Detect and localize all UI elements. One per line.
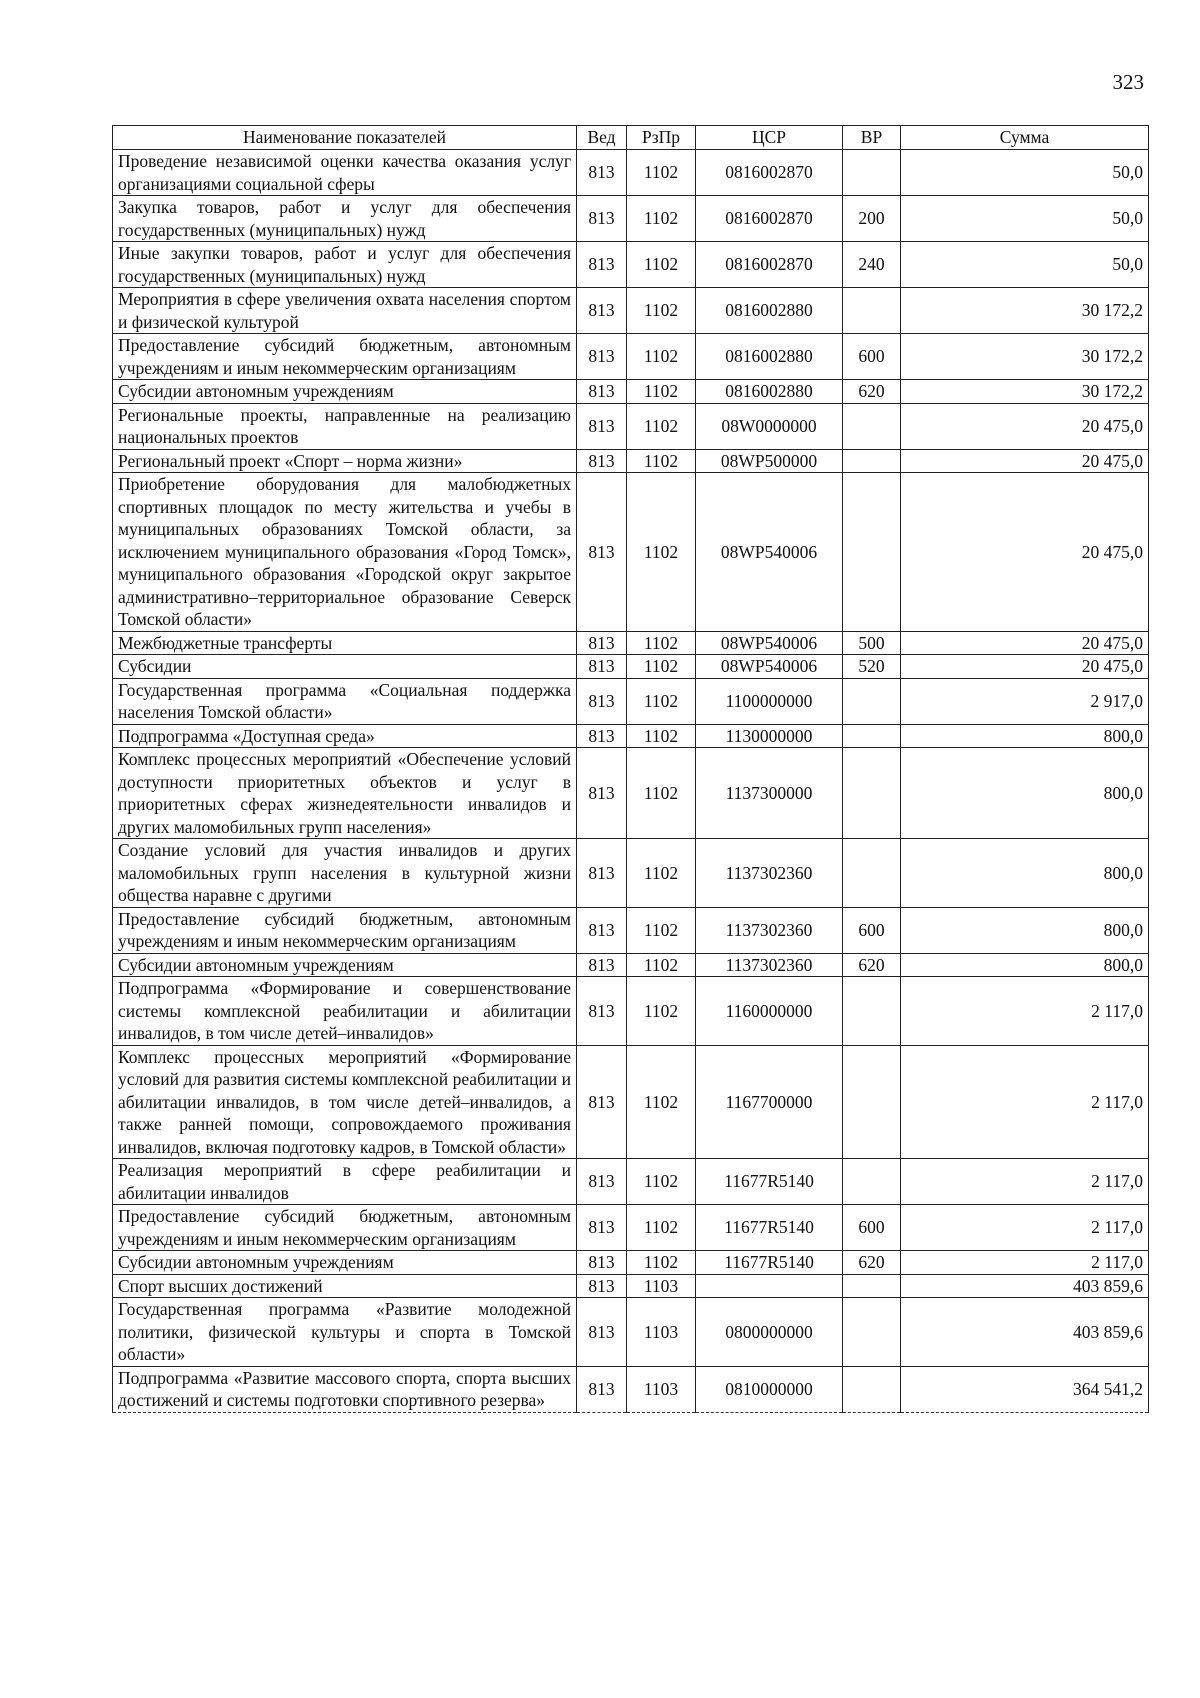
cell-csr [696,1274,843,1298]
cell-rzpr: 1102 [627,242,696,288]
cell-ved: 813 [577,380,627,404]
cell-csr: 0816002880 [696,380,843,404]
cell-csr: 1130000000 [696,724,843,748]
cell-sum: 20 475,0 [901,473,1149,632]
cell-ved: 813 [577,1298,627,1367]
cell-csr: 0810000000 [696,1366,843,1412]
cell-csr: 0816002870 [696,196,843,242]
cell-name: Межбюджетные трансферты [113,631,577,655]
cell-vr [843,748,901,839]
cell-ved: 813 [577,288,627,334]
cell-vr [843,1045,901,1159]
cell-vr [843,724,901,748]
cell-ved: 813 [577,839,627,908]
table-row [113,655,1149,679]
cell-ved: 813 [577,748,627,839]
cell-name: Региональные проекты, направленные на реализацию национальных проектов [113,403,577,449]
cell-vr: 200 [843,196,901,242]
cell-csr: 1137302360 [696,839,843,908]
cell-vr [843,977,901,1046]
cell-vr [843,473,901,632]
cell-csr: 1160000000 [696,977,843,1046]
cell-ved: 813 [577,334,627,380]
header-name: Наименование показателей [113,126,577,150]
cell-name: Государственная программа «Социальная поддержка населения Томской области» [113,678,577,724]
cell-ved: 813 [577,1366,627,1412]
cell-vr [843,150,901,196]
table-row [113,724,1149,748]
cell-sum: 2 117,0 [901,1045,1149,1159]
cell-csr: 1167700000 [696,1045,843,1159]
cell-sum: 20 475,0 [901,403,1149,449]
page-number: 323 [1112,70,1144,94]
table-row [113,977,1149,1046]
cell-ved: 813 [577,150,627,196]
cell-vr: 620 [843,1251,901,1275]
header-csr: ЦСР [696,126,843,150]
cell-rzpr: 1102 [627,1159,696,1205]
cell-name: Подпрограмма «Доступная среда» [113,724,577,748]
cell-ved: 813 [577,1205,627,1251]
header-vr: ВР [843,126,901,150]
cell-rzpr: 1102 [627,1205,696,1251]
table-row [113,380,1149,404]
cell-name: Приобретение оборудования для малобюджетных спортивных площадок по месту жительства и учебы в муниципальных образованиях Томской области, за исключением муниципального образования «Город Томск», муниципального образования «Городской округ закрытое административно–территориальное образование Северск Томской области» [113,473,577,632]
cell-sum: 800,0 [901,748,1149,839]
cell-sum: 2 117,0 [901,977,1149,1046]
cell-vr: 500 [843,631,901,655]
table-row [113,1205,1149,1251]
cell-sum: 800,0 [901,953,1149,977]
cell-ved: 813 [577,977,627,1046]
cell-name: Спорт высших достижений [113,1274,577,1298]
table-row [113,403,1149,449]
table-row [113,678,1149,724]
table-row [113,1274,1149,1298]
cell-rzpr: 1102 [627,403,696,449]
cell-ved: 813 [577,1045,627,1159]
table-row [113,953,1149,977]
table-row [113,1298,1149,1367]
header-ved: Вед [577,126,627,150]
table-row [113,449,1149,473]
cell-name: Комплекс процессных мероприятий «Формирование условий для развития системы комплексной реабилитации и абилитации инвалидов, в том числе детей–инвалидов, а также ранней помощи, сопровождаемого проживания инвалидов, включая подготовку кадров, в Томской области» [113,1045,577,1159]
cell-sum: 50,0 [901,242,1149,288]
cell-ved: 813 [577,196,627,242]
cell-csr: 08WP500000 [696,449,843,473]
cell-vr: 620 [843,953,901,977]
cell-sum: 30 172,2 [901,288,1149,334]
cell-sum: 2 117,0 [901,1159,1149,1205]
table-row [113,1045,1149,1159]
cell-name: Мероприятия в сфере увеличения охвата населения спортом и физической культурой [113,288,577,334]
cell-vr: 600 [843,1205,901,1251]
header-sum: Сумма [901,126,1149,150]
cell-name: Региональный проект «Спорт – норма жизни» [113,449,577,473]
cell-csr: 1137302360 [696,953,843,977]
cell-ved: 813 [577,473,627,632]
cell-sum: 50,0 [901,196,1149,242]
cell-name: Предоставление субсидий бюджетным, автономным учреждениям и иным некоммерческим организациям [113,334,577,380]
cell-rzpr: 1102 [627,150,696,196]
cell-rzpr: 1102 [627,449,696,473]
cell-rzpr: 1102 [627,1045,696,1159]
cell-csr: 08WP540006 [696,631,843,655]
table-row [113,150,1149,196]
cell-ved: 813 [577,242,627,288]
cell-name: Проведение независимой оценки качества оказания услуг организациями социальной сферы [113,150,577,196]
cell-rzpr: 1103 [627,1366,696,1412]
cell-rzpr: 1102 [627,288,696,334]
cell-name: Предоставление субсидий бюджетным, автономным учреждениям и иным некоммерческим организациям [113,1205,577,1251]
cell-sum: 2 117,0 [901,1251,1149,1275]
cell-rzpr: 1102 [627,631,696,655]
cell-name: Субсидии автономным учреждениям [113,380,577,404]
cell-rzpr: 1103 [627,1274,696,1298]
cell-name: Субсидии [113,655,577,679]
cell-sum: 403 859,6 [901,1274,1149,1298]
cell-rzpr: 1102 [627,907,696,953]
cell-sum: 20 475,0 [901,631,1149,655]
cell-csr: 08WP540006 [696,473,843,632]
cell-csr: 08WP540006 [696,655,843,679]
cell-sum: 50,0 [901,150,1149,196]
cell-rzpr: 1102 [627,953,696,977]
cell-name: Субсидии автономным учреждениям [113,953,577,977]
cell-csr: 0816002880 [696,288,843,334]
cell-csr: 11677R5140 [696,1251,843,1275]
cell-sum: 403 859,6 [901,1298,1149,1367]
cell-rzpr: 1103 [627,1298,696,1367]
cell-ved: 813 [577,907,627,953]
table-row [113,1251,1149,1275]
cell-ved: 813 [577,678,627,724]
cell-ved: 813 [577,724,627,748]
cell-rzpr: 1102 [627,748,696,839]
cell-csr: 0816002870 [696,150,843,196]
cell-name: Создание условий для участия инвалидов и других маломобильных групп населения в культурной жизни общества наравне с другими [113,839,577,908]
cell-ved: 813 [577,953,627,977]
cell-rzpr: 1102 [627,977,696,1046]
cell-name: Реализация мероприятий в сфере реабилитации и абилитации инвалидов [113,1159,577,1205]
cell-ved: 813 [577,403,627,449]
cell-sum: 20 475,0 [901,449,1149,473]
cell-vr [843,449,901,473]
cell-vr: 600 [843,907,901,953]
cell-ved: 813 [577,449,627,473]
cell-vr [843,678,901,724]
cell-sum: 800,0 [901,724,1149,748]
cell-vr [843,288,901,334]
cell-sum: 20 475,0 [901,655,1149,679]
cell-csr: 0800000000 [696,1298,843,1367]
cell-sum: 800,0 [901,907,1149,953]
cell-ved: 813 [577,1251,627,1275]
cell-vr [843,1159,901,1205]
table-header-row [113,126,1149,150]
cell-sum: 364 541,2 [901,1366,1149,1412]
cell-ved: 813 [577,1159,627,1205]
cell-csr: 1137300000 [696,748,843,839]
cell-csr: 0816002880 [696,334,843,380]
header-rzpr: РзПр [627,126,696,150]
cell-rzpr: 1102 [627,473,696,632]
cell-vr [843,1366,901,1412]
cell-sum: 30 172,2 [901,380,1149,404]
cell-vr [843,839,901,908]
cell-vr: 520 [843,655,901,679]
table-row [113,288,1149,334]
table-row [113,907,1149,953]
table-row [113,334,1149,380]
table-row [113,242,1149,288]
table-row [113,1159,1149,1205]
cell-rzpr: 1102 [627,724,696,748]
cell-ved: 813 [577,1274,627,1298]
budget-table [112,125,1149,1413]
table-row [113,1366,1149,1412]
cell-rzpr: 1102 [627,655,696,679]
table-row [113,839,1149,908]
table-row [113,631,1149,655]
cell-name: Комплекс процессных мероприятий «Обеспечение условий доступности приоритетных объектов и услуг в приоритетных сферах жизнедеятельности инвалидов и других маломобильных групп населения» [113,748,577,839]
cell-vr: 240 [843,242,901,288]
cell-vr [843,1274,901,1298]
table-row [113,748,1149,839]
cell-sum: 30 172,2 [901,334,1149,380]
cell-vr [843,1298,901,1367]
cell-rzpr: 1102 [627,1251,696,1275]
cell-rzpr: 1102 [627,678,696,724]
cell-name: Субсидии автономным учреждениям [113,1251,577,1275]
cell-csr: 1100000000 [696,678,843,724]
cell-name: Предоставление субсидий бюджетным, автономным учреждениям и иным некоммерческим организациям [113,907,577,953]
cell-csr: 11677R5140 [696,1159,843,1205]
table-row [113,196,1149,242]
cell-ved: 813 [577,655,627,679]
cell-csr: 1137302360 [696,907,843,953]
cell-name: Государственная программа «Развитие молодежной политики, физической культуры и спорта в Томской области» [113,1298,577,1367]
cell-vr [843,403,901,449]
cell-ved: 813 [577,631,627,655]
cell-name: Закупка товаров, работ и услуг для обеспечения государственных (муниципальных) нужд [113,196,577,242]
cell-rzpr: 1102 [627,334,696,380]
cell-rzpr: 1102 [627,380,696,404]
cell-vr: 620 [843,380,901,404]
cell-csr: 08W0000000 [696,403,843,449]
cell-name: Иные закупки товаров, работ и услуг для обеспечения государственных (муниципальных) нужд [113,242,577,288]
cell-sum: 2 117,0 [901,1205,1149,1251]
cell-csr: 11677R5140 [696,1205,843,1251]
cell-rzpr: 1102 [627,196,696,242]
cell-csr: 0816002870 [696,242,843,288]
cell-name: Подпрограмма «Формирование и совершенствование системы комплексной реабилитации и абилитации инвалидов, в том числе детей–инвалидов» [113,977,577,1046]
cell-vr: 600 [843,334,901,380]
cell-sum: 800,0 [901,839,1149,908]
cell-sum: 2 917,0 [901,678,1149,724]
table-row [113,473,1149,632]
cell-rzpr: 1102 [627,839,696,908]
cell-name: Подпрограмма «Развитие массового спорта, спорта высших достижений и системы подготовки спортивного резерва» [113,1366,577,1412]
